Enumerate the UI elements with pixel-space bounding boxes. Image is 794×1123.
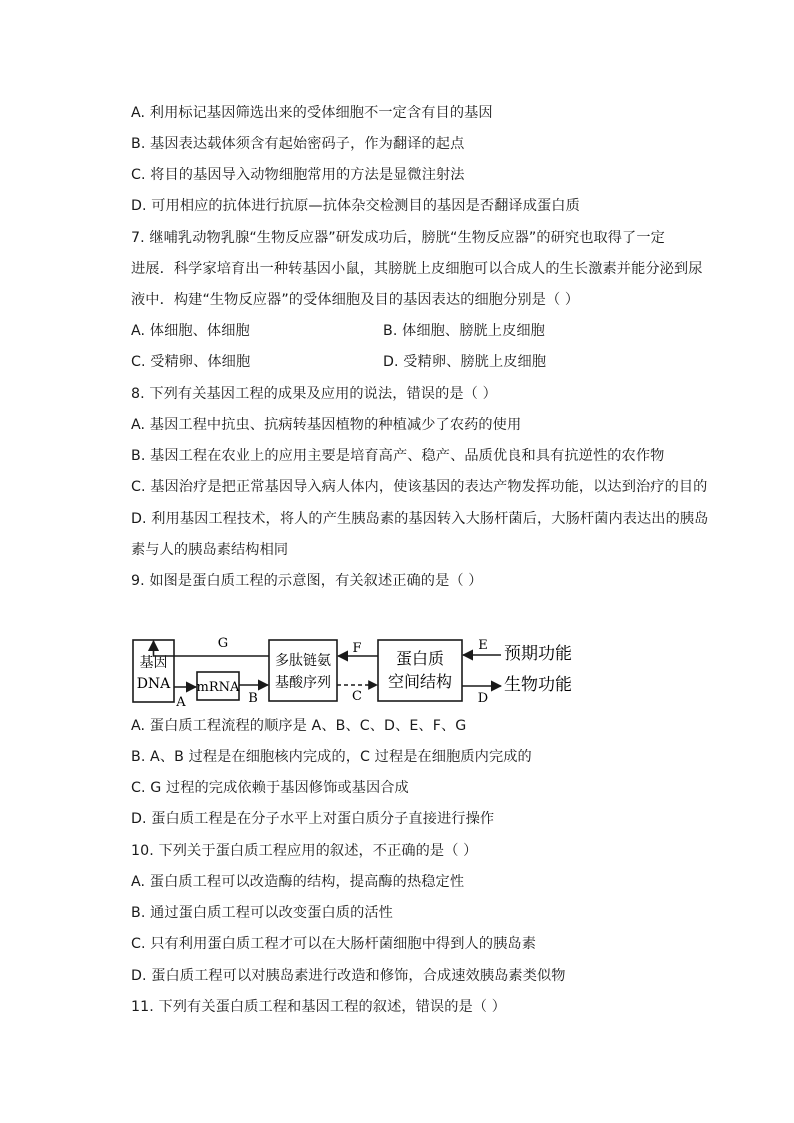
q9-option-a: A. 蛋白质工程流程的顺序是 A、B、C、D、E、F、G [131,718,467,734]
gene-dna-label-1: 基因 [139,655,168,671]
q9-option-d: D. 蛋白质工程是在分子水平上对蛋白质分子直接进行操作 [131,811,495,827]
q6-option-d: D. 可用相应的抗体进行抗原—抗体杂交检测目的基因是否翻译成蛋白质 [131,198,580,214]
q6-option-b: B. 基因表达载体须含有起始密码子，作为翻译的起点 [131,136,465,152]
q8-option-d-line-2: 素与人的胰岛素结构相同 [131,542,289,558]
letter-a: A [176,695,186,710]
letter-e: E [478,638,488,653]
q7-stem-line-3: 液中．构建“生物反应器”的受体细胞及目的基因表达的细胞分别是（ ） [131,292,580,308]
q8-stem: 8. 下列有关基因工程的成果及应用的说法，错误的是（ ） [131,386,497,402]
q10-option-a: A. 蛋白质工程可以改造酶的结构，提高酶的热稳定性 [131,874,465,890]
gene-dna-label-2: DNA [136,676,171,692]
amino-acid-sequence-label-1: 多肽链氨 [275,653,331,669]
q7-option-d: D. 受精卵、膀胱上皮细胞 [383,354,547,370]
q7-stem-line-1: 7. 继哺乳动物乳腺“生物反应器”研发成功后，膀胱“生物反应器”的研究也取得了一定 [131,230,665,246]
q10-option-b: B. 通过蛋白质工程可以改变蛋白质的活性 [131,905,393,921]
q6-option-a: A. 利用标记基因筛选出来的受体细胞不一定含有目的基因 [131,105,493,121]
q7-option-a: A. 体细胞、体细胞 [131,323,250,339]
q9-option-c: C. G 过程的完成依赖于基因修饰或基因合成 [131,780,409,796]
q10-option-c: C. 只有利用蛋白质工程才可以在大肠杆菌细胞中得到人的胰岛素 [131,936,536,952]
mrna-label: mRNA [196,680,240,695]
letter-g: G [217,636,229,651]
q8-option-d-line-1: D. 利用基因工程技术，将人的产生胰岛素的基因转入大肠杆菌后，大肠杆菌内表达出的胰岛 [131,511,709,527]
letter-b: B [248,691,258,706]
q8-option-a: A. 基因工程中抗虫、抗病转基因植物的种植减少了农药的使用 [131,417,522,433]
q9-option-b: B. A、B 过程是在细胞核内完成的，C 过程是在细胞质内完成的 [131,749,532,765]
q8-option-b: B. 基因工程在农业上的应用主要是培育高产、稳产、品质优良和具有抗逆性的农作物 [131,448,665,464]
q10-option-d: D. 蛋白质工程可以对胰岛素进行改造和修饰，合成速效胰岛素类似物 [131,968,566,984]
q7-stem-line-2: 进展．科学家培育出一种转基因小鼠，其膀胱上皮细胞可以合成人的生长激素并能分泌到尿 [131,261,703,277]
letter-d: D [477,691,489,706]
q11-stem: 11. 下列有关蛋白质工程和基因工程的叙述，错误的是（ ） [131,999,506,1015]
protein-engineering-diagram [131,632,581,710]
protein-structure-label-2: 空间结构 [387,672,453,691]
q7-option-c: C. 受精卵、体细胞 [131,354,251,370]
amino-acid-sequence-box [269,640,337,701]
protein-structure-label-1: 蛋白质 [395,649,445,668]
amino-acid-sequence-label-2: 基酸序列 [275,675,331,691]
q6-option-c: C. 将目的基因导入动物细胞常用的方法是显微注射法 [131,167,465,183]
q10-stem: 10. 下列关于蛋白质工程应用的叙述，不正确的是（ ） [131,843,478,859]
expected-function-label: 预期功能 [504,644,572,664]
biological-function-label: 生物功能 [504,675,572,695]
q9-stem: 9. 如图是蛋白质工程的示意图，有关叙述正确的是（ ） [131,573,483,589]
q7-option-b: B. 体细胞、膀胱上皮细胞 [383,323,545,339]
letter-c: C [352,689,362,704]
q8-option-c: C. 基因治疗是把正常基因导入病人体内，使该基因的表达产物发挥功能，以达到治疗的目的 [131,479,708,495]
letter-f: F [352,641,362,656]
